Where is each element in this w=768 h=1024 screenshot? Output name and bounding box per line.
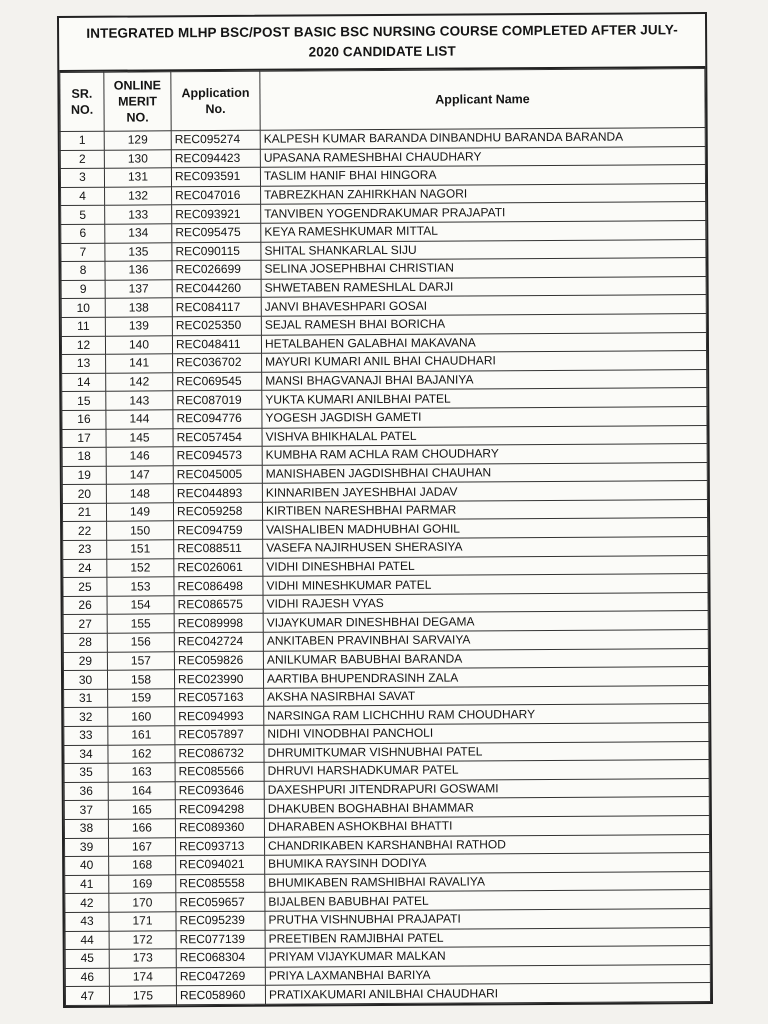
application-no-cell: REC057897 bbox=[175, 725, 264, 744]
sr-no-cell: 11 bbox=[61, 317, 105, 336]
merit-no-cell: 132 bbox=[105, 187, 172, 206]
sr-no-cell: 17 bbox=[62, 429, 106, 448]
applicant-name-cell: TABREZKHAN ZAHIRKHAN NAGORI bbox=[261, 183, 706, 204]
merit-no-cell: 157 bbox=[107, 651, 174, 670]
application-no-cell: REC089998 bbox=[174, 614, 263, 633]
applicant-name-cell: CHANDRIKABEN KARSHANBHAI RATHOD bbox=[264, 834, 709, 855]
application-no-cell: REC094021 bbox=[176, 855, 265, 874]
application-no-cell: REC057163 bbox=[175, 688, 264, 707]
application-no-cell: REC057454 bbox=[173, 428, 262, 447]
application-no-cell: REC059258 bbox=[173, 502, 262, 521]
sr-no-cell: 47 bbox=[65, 987, 109, 1006]
merit-no-cell: 171 bbox=[109, 912, 176, 931]
application-no-cell: REC094423 bbox=[171, 149, 260, 168]
application-no-cell: REC045005 bbox=[173, 465, 262, 484]
merit-no-cell: 133 bbox=[105, 205, 172, 224]
sr-no-cell: 40 bbox=[65, 856, 109, 875]
application-no-cell: REC093646 bbox=[175, 781, 264, 800]
applicant-name-cell: BHUMIKA RAYSINH DODIYA bbox=[265, 853, 710, 874]
sr-no-cell: 32 bbox=[64, 708, 108, 727]
application-no-cell: REC048411 bbox=[172, 335, 261, 354]
applicant-name-cell: SELINA JOSEPHBHAI CHRISTIAN bbox=[261, 258, 706, 279]
sr-no-cell: 35 bbox=[64, 763, 108, 782]
applicant-name-cell: KEYA RAMESHKUMAR MITTAL bbox=[261, 221, 706, 242]
merit-no-cell: 131 bbox=[104, 168, 171, 187]
applicant-name-cell: VASEFA NAJIRHUSEN SHERASIYA bbox=[263, 537, 708, 558]
merit-no-cell: 149 bbox=[106, 503, 173, 522]
merit-no-cell: 166 bbox=[108, 819, 175, 838]
application-no-cell: REC059826 bbox=[174, 651, 263, 670]
applicant-name-cell: TASLIM HANIF BHAI HINGORA bbox=[260, 165, 705, 186]
applicant-name-cell: JANVI BHAVESHPARI GOSAI bbox=[261, 295, 706, 316]
applicant-name-cell: KALPESH KUMAR BARANDA DINBANDHU BARANDA BARANDA bbox=[260, 128, 705, 149]
applicant-name-cell: DHARABEN ASHOKBHAI BHATTI bbox=[264, 815, 709, 836]
applicant-name-cell: NIDHI VINODBHAI PANCHOLI bbox=[264, 723, 709, 744]
applicant-name-cell: YOGESH JAGDISH GAMETI bbox=[262, 406, 707, 427]
merit-no-cell: 168 bbox=[109, 856, 176, 875]
sr-no-cell: 8 bbox=[61, 261, 105, 280]
sr-no-cell: 45 bbox=[65, 949, 109, 968]
applicant-name-cell: KUMBHA RAM ACHLA RAM CHOUDHARY bbox=[262, 444, 707, 465]
applicant-name-cell: MANISHABEN JAGDISHBHAI CHAUHAN bbox=[262, 462, 707, 483]
sr-no-cell: 9 bbox=[61, 280, 105, 299]
merit-no-cell: 142 bbox=[106, 373, 173, 392]
sr-no-cell: 5 bbox=[61, 206, 105, 225]
application-no-cell: REC069545 bbox=[173, 372, 262, 391]
applicant-name-cell: SEJAL RAMESH BHAI BORICHA bbox=[261, 313, 706, 334]
applicant-name-cell: PRUTHA VISHNUBHAI PRAJAPATI bbox=[265, 908, 710, 929]
application-no-cell: REC059657 bbox=[176, 893, 265, 912]
application-no-cell: REC090115 bbox=[172, 242, 261, 261]
applicant-name-cell: VAISHALIBEN MADHUBHAI GOHIL bbox=[263, 518, 708, 539]
applicant-name-cell: PRATIXAKUMARI ANILBHAI CHAUDHARI bbox=[265, 983, 710, 1004]
sr-no-cell: 29 bbox=[63, 652, 107, 671]
sr-no-cell: 4 bbox=[61, 187, 105, 206]
sr-no-cell: 25 bbox=[63, 577, 107, 596]
applicant-name-cell: AARTIBA BHUPENDRASINH ZALA bbox=[263, 667, 708, 688]
merit-no-cell: 169 bbox=[109, 875, 176, 894]
application-no-cell: REC093921 bbox=[172, 205, 261, 224]
application-no-cell: REC087019 bbox=[173, 391, 262, 410]
merit-no-cell: 158 bbox=[107, 670, 174, 689]
table-header-row bbox=[60, 69, 705, 132]
applicant-name-cell: MANSI BHAGVANAJI BHAI BAJANIYA bbox=[262, 369, 707, 390]
sr-no-cell: 10 bbox=[61, 299, 105, 318]
merit-no-cell: 172 bbox=[109, 930, 176, 949]
merit-no-cell: 175 bbox=[109, 986, 176, 1005]
sr-no-cell: 41 bbox=[65, 875, 109, 894]
sr-no-cell: 12 bbox=[61, 336, 105, 355]
application-no-cell: REC093591 bbox=[171, 167, 260, 186]
merit-no-cell: 135 bbox=[105, 242, 172, 261]
document-title bbox=[59, 14, 705, 72]
merit-no-cell: 136 bbox=[105, 261, 172, 280]
application-no-cell: REC093713 bbox=[175, 837, 264, 856]
application-no-cell: REC095475 bbox=[172, 223, 261, 242]
sr-no-cell: 43 bbox=[65, 912, 109, 931]
sr-no-cell: 23 bbox=[63, 540, 107, 559]
sr-no-cell: 28 bbox=[63, 633, 107, 652]
sr-no-cell: 38 bbox=[64, 819, 108, 838]
applicant-name-cell: VISHVA BHIKHALAL PATEL bbox=[262, 425, 707, 446]
merit-no-cell: 155 bbox=[107, 614, 174, 633]
applicant-name-header: Applicant Name bbox=[260, 69, 705, 131]
application-no-cell: REC036702 bbox=[173, 353, 262, 372]
applicant-name-cell: VIJAYKUMAR DINESHBHAI DEGAMA bbox=[263, 611, 708, 632]
application-no-cell: REC026061 bbox=[174, 558, 263, 577]
sr-no-header: SR. NO. bbox=[60, 72, 104, 131]
applicant-name-cell: BIJALBEN BABUBHAI PATEL bbox=[265, 890, 710, 911]
sr-no-cell: 22 bbox=[63, 522, 107, 541]
merit-no-cell: 148 bbox=[106, 484, 173, 503]
sr-no-cell: 46 bbox=[65, 968, 109, 987]
application-no-cell: REC094759 bbox=[174, 521, 263, 540]
title-line-1: INTEGRATED MLHP BSC/POST BASIC BSC NURSING COURSE COMPLETED AFTER JULY- bbox=[86, 22, 678, 41]
merit-no-cell: 152 bbox=[107, 558, 174, 577]
applicant-name-cell: VIDHI DINESHBHAI PATEL bbox=[263, 555, 708, 576]
applicant-name-cell: TANVIBEN YOGENDRAKUMAR PRAJAPATI bbox=[261, 202, 706, 223]
applicant-name-cell: SHWETABEN RAMESHLAL DARJI bbox=[261, 276, 706, 297]
merit-no-cell: 151 bbox=[107, 540, 174, 559]
merit-no-cell: 164 bbox=[108, 782, 175, 801]
sr-no-cell: 44 bbox=[65, 931, 109, 950]
merit-no-cell: 156 bbox=[107, 633, 174, 652]
sr-no-cell: 34 bbox=[64, 745, 108, 764]
application-no-cell: REC042724 bbox=[174, 632, 263, 651]
merit-no-cell: 144 bbox=[106, 410, 173, 429]
sr-no-cell: 1 bbox=[60, 131, 104, 150]
applicant-name-cell: VIDHI MINESHKUMAR PATEL bbox=[263, 574, 708, 595]
sr-no-cell: 13 bbox=[62, 354, 106, 373]
applicant-name-cell: PREETIBEN RAMJIBHAI PATEL bbox=[265, 927, 710, 948]
merit-no-cell: 147 bbox=[106, 465, 173, 484]
applicant-name-cell: AKSHA NASIRBHAI SAVAT bbox=[264, 685, 709, 706]
application-no-cell: REC086732 bbox=[175, 744, 264, 763]
sr-no-cell: 2 bbox=[60, 150, 104, 169]
merit-no-cell: 129 bbox=[104, 131, 171, 150]
application-no-cell: REC047016 bbox=[172, 186, 261, 205]
merit-no-cell: 145 bbox=[106, 428, 173, 447]
merit-no-cell: 159 bbox=[108, 689, 175, 708]
merit-no-cell: 146 bbox=[106, 447, 173, 466]
candidate-table bbox=[59, 68, 711, 1006]
sr-no-cell: 21 bbox=[62, 503, 106, 522]
application-no-cell: REC088511 bbox=[174, 539, 263, 558]
merit-no-cell: 167 bbox=[108, 837, 175, 856]
sr-no-cell: 14 bbox=[62, 373, 106, 392]
application-no-cell: REC094776 bbox=[173, 409, 262, 428]
merit-no-cell: 137 bbox=[105, 280, 172, 299]
sr-no-cell: 39 bbox=[64, 838, 108, 857]
sr-no-cell: 7 bbox=[61, 243, 105, 262]
merit-no-cell: 139 bbox=[105, 317, 172, 336]
applicant-name-cell: VIDHI RAJESH VYAS bbox=[263, 592, 708, 613]
merit-no-header: ONLINE MERIT NO. bbox=[104, 72, 171, 131]
application-no-cell: REC085566 bbox=[175, 762, 264, 781]
sr-no-cell: 33 bbox=[64, 726, 108, 745]
merit-no-cell: 160 bbox=[108, 707, 175, 726]
sr-no-cell: 30 bbox=[63, 670, 107, 689]
applicant-name-cell: DHAKUBEN BOGHABHAI BHAMMAR bbox=[264, 797, 709, 818]
applicant-name-cell: PRIYA LAXMANBHAI BARIYA bbox=[265, 964, 710, 985]
application-no-cell: REC095239 bbox=[176, 911, 265, 930]
sr-no-cell: 37 bbox=[64, 801, 108, 820]
applicant-name-cell: ANKITABEN PRAVINBHAI SARVAIYA bbox=[263, 630, 708, 651]
applicant-name-cell: PRIYAM VIJAYKUMAR MALKAN bbox=[265, 946, 710, 967]
sr-no-cell: 16 bbox=[62, 410, 106, 429]
application-no-cell: REC077139 bbox=[176, 930, 265, 949]
merit-no-cell: 163 bbox=[108, 763, 175, 782]
applicant-name-cell: YUKTA KUMARI ANILBHAI PATEL bbox=[262, 388, 707, 409]
title-line-2: 2020 CANDIDATE LIST bbox=[308, 43, 456, 60]
sr-no-cell: 15 bbox=[62, 392, 106, 411]
merit-no-cell: 140 bbox=[105, 335, 172, 354]
application-no-cell: REC084117 bbox=[172, 298, 261, 317]
applicant-name-cell: HETALBAHEN GALABHAI MAKAVANA bbox=[261, 332, 706, 353]
merit-no-cell: 174 bbox=[109, 968, 176, 987]
applicant-name-cell: KIRTIBEN NARESHBHAI PARMAR bbox=[262, 499, 707, 520]
sr-no-cell: 36 bbox=[64, 782, 108, 801]
applicant-name-cell: DHRUMITKUMAR VISHNUBHAI PATEL bbox=[264, 741, 709, 762]
applicant-name-cell: DAXESHPURI JITENDRAPURI GOSWAMI bbox=[264, 778, 709, 799]
sr-no-cell: 20 bbox=[62, 484, 106, 503]
sr-no-cell: 42 bbox=[65, 894, 109, 913]
table-body bbox=[60, 128, 710, 1006]
merit-no-cell: 170 bbox=[109, 893, 176, 912]
application-no-cell: REC023990 bbox=[174, 669, 263, 688]
sr-no-cell: 31 bbox=[64, 689, 108, 708]
application-no-cell: REC094573 bbox=[173, 446, 262, 465]
applicant-name-cell: ANILKUMAR BABUBHAI BARANDA bbox=[263, 648, 708, 669]
merit-no-cell: 130 bbox=[104, 149, 171, 168]
merit-no-cell: 154 bbox=[107, 596, 174, 615]
application-no-header: Application No. bbox=[171, 71, 260, 131]
application-no-cell: REC086498 bbox=[174, 576, 263, 595]
application-no-cell: REC044893 bbox=[173, 484, 262, 503]
applicant-name-cell: UPASANA RAMESHBHAI CHAUDHARY bbox=[260, 146, 705, 167]
application-no-cell: REC026699 bbox=[172, 260, 261, 279]
application-no-cell: REC068304 bbox=[176, 948, 265, 967]
sr-no-cell: 3 bbox=[60, 168, 104, 187]
merit-no-cell: 161 bbox=[108, 726, 175, 745]
merit-no-cell: 143 bbox=[106, 391, 173, 410]
table-row bbox=[65, 983, 710, 1006]
application-no-cell: REC089360 bbox=[175, 818, 264, 837]
sr-no-cell: 6 bbox=[61, 224, 105, 243]
application-no-cell: REC085558 bbox=[176, 874, 265, 893]
merit-no-cell: 153 bbox=[107, 577, 174, 596]
application-no-cell: REC058960 bbox=[176, 986, 265, 1005]
merit-no-cell: 165 bbox=[108, 800, 175, 819]
sr-no-cell: 24 bbox=[63, 559, 107, 578]
candidate-list-sheet bbox=[57, 12, 713, 1008]
application-no-cell: REC044260 bbox=[172, 279, 261, 298]
application-no-cell: REC086575 bbox=[174, 595, 263, 614]
merit-no-cell: 162 bbox=[108, 744, 175, 763]
merit-no-cell: 173 bbox=[109, 949, 176, 968]
application-no-cell: REC025350 bbox=[172, 316, 261, 335]
application-no-cell: REC094993 bbox=[175, 707, 264, 726]
sr-no-cell: 18 bbox=[62, 447, 106, 466]
applicant-name-cell: SHITAL SHANKARLAL SIJU bbox=[261, 239, 706, 260]
application-no-cell: REC095274 bbox=[171, 130, 260, 149]
application-no-cell: REC047269 bbox=[176, 967, 265, 986]
merit-no-cell: 150 bbox=[107, 521, 174, 540]
sr-no-cell: 27 bbox=[63, 615, 107, 634]
merit-no-cell: 134 bbox=[105, 224, 172, 243]
sr-no-cell: 26 bbox=[63, 596, 107, 615]
applicant-name-cell: NARSINGA RAM LICHCHHU RAM CHOUDHARY bbox=[264, 704, 709, 725]
sr-no-cell: 19 bbox=[62, 466, 106, 485]
applicant-name-cell: DHRUVI HARSHADKUMAR PATEL bbox=[264, 760, 709, 781]
application-no-cell: REC094298 bbox=[175, 800, 264, 819]
applicant-name-cell: KINNARIBEN JAYESHBHAI JADAV bbox=[262, 481, 707, 502]
applicant-name-cell: MAYURI KUMARI ANIL BHAI CHAUDHARI bbox=[262, 351, 707, 372]
merit-no-cell: 138 bbox=[105, 298, 172, 317]
merit-no-cell: 141 bbox=[106, 354, 173, 373]
applicant-name-cell: BHUMIKABEN RAMSHIBHAI RAVALIYA bbox=[265, 871, 710, 892]
